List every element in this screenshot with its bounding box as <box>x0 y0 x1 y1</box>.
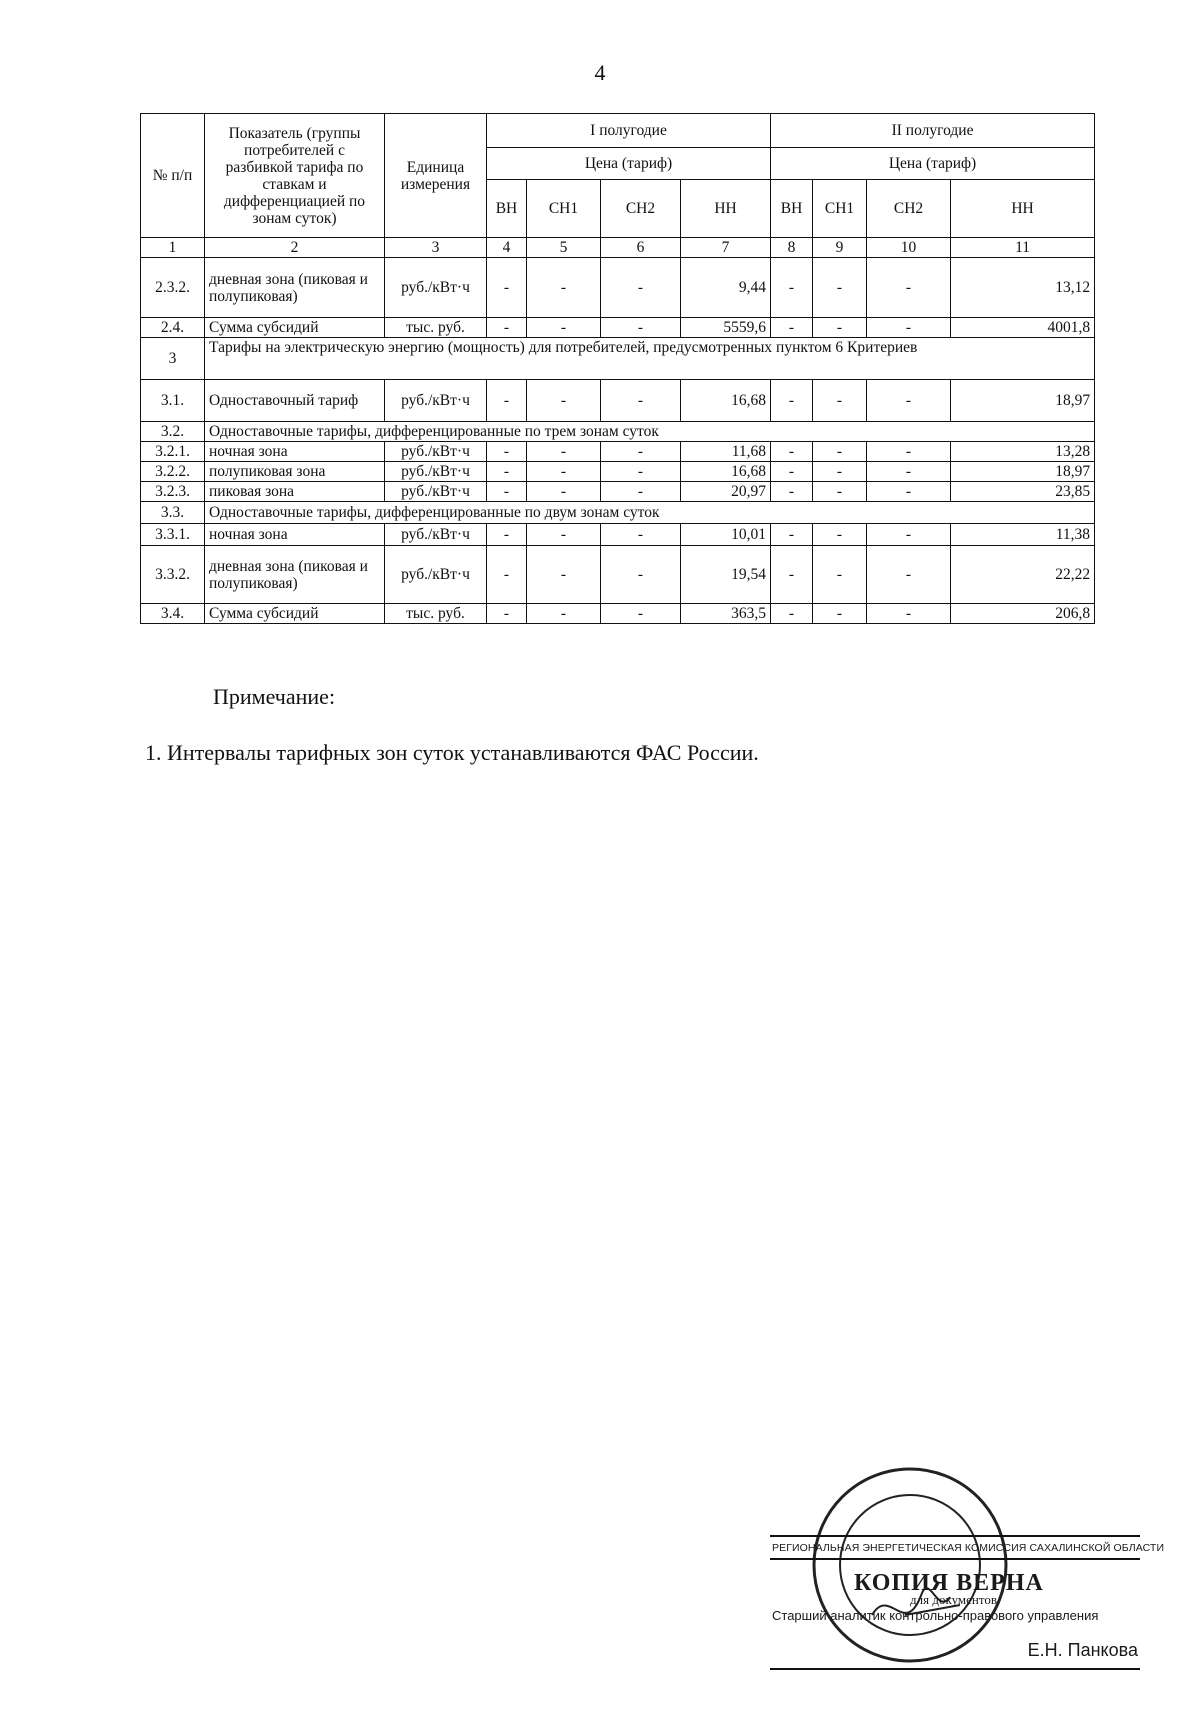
row-name: пиковая зона <box>205 482 385 502</box>
note-title: Примечание: <box>213 684 336 709</box>
cell-value: - <box>601 462 681 482</box>
row-unit: тыс. руб. <box>385 604 487 624</box>
cell-value: 11,38 <box>951 524 1095 546</box>
cell-value: - <box>813 482 867 502</box>
header-unit: Единица измерения <box>385 114 487 238</box>
cell-value: - <box>487 442 527 462</box>
cell-value: - <box>867 604 951 624</box>
cell-value: 206,8 <box>951 604 1095 624</box>
section-title: Тарифы на электрическую энергию (мощность) для потребителей, предусмотренных пунктом 6 Критериев <box>205 338 1095 380</box>
table-row <box>141 318 1095 338</box>
header-level: ВН <box>487 180 527 238</box>
table-row <box>141 482 1095 502</box>
section-title: Одноставочные тарифы, дифференцированные по трем зонам суток <box>205 422 1095 442</box>
section-row <box>141 422 1095 442</box>
header-level: НН <box>681 180 771 238</box>
cell-value: 16,68 <box>681 380 771 422</box>
table-row <box>141 546 1095 604</box>
cell-value: - <box>527 318 601 338</box>
section-title: Одноставочные тарифы, дифференцированные по двум зонам суток <box>205 502 1095 524</box>
cell-value: - <box>601 482 681 502</box>
cell-value: - <box>601 442 681 462</box>
cell-value: 363,5 <box>681 604 771 624</box>
cell-value: - <box>771 318 813 338</box>
row-unit: руб./кВт·ч <box>385 524 487 546</box>
stamp-docs-text: для документов <box>910 1592 998 1607</box>
cell-value: - <box>601 546 681 604</box>
row-num: 3.3.2. <box>141 546 205 604</box>
header-level: НН <box>951 180 1095 238</box>
cell-value: 20,97 <box>681 482 771 502</box>
header-price-2: Цена (тариф) <box>771 148 1095 180</box>
tariff-table <box>140 113 1095 624</box>
cell-value: - <box>601 524 681 546</box>
cell-value: - <box>813 380 867 422</box>
cell-value: - <box>527 546 601 604</box>
col-number: 6 <box>601 238 681 258</box>
cell-value: 16,68 <box>681 462 771 482</box>
col-number: 5 <box>527 238 601 258</box>
col-number: 1 <box>141 238 205 258</box>
stamp-copy-text: КОПИЯ ВЕРНА <box>854 1570 1044 1596</box>
row-unit: руб./кВт·ч <box>385 442 487 462</box>
cell-value: - <box>527 462 601 482</box>
row-unit: руб./кВт·ч <box>385 482 487 502</box>
col-number: 11 <box>951 238 1095 258</box>
cell-value: - <box>487 462 527 482</box>
cell-value: - <box>601 604 681 624</box>
cell-value: - <box>813 258 867 318</box>
cell-value: - <box>867 318 951 338</box>
row-num: 2.4. <box>141 318 205 338</box>
cell-value: 5559,6 <box>681 318 771 338</box>
page-number: 4 <box>594 60 606 85</box>
cell-value: - <box>487 546 527 604</box>
header-indicator: Показатель (группы потребителей с разбивкой тарифа по ставкам и дифференциацией по зонам суток) <box>205 114 385 238</box>
cell-value: 11,68 <box>681 442 771 462</box>
cell-value: - <box>813 442 867 462</box>
cell-value: - <box>601 318 681 338</box>
cell-value: - <box>527 442 601 462</box>
cell-value: - <box>867 462 951 482</box>
header-level: ВН <box>771 180 813 238</box>
col-number: 10 <box>867 238 951 258</box>
row-unit: руб./кВт·ч <box>385 258 487 318</box>
cell-value: 23,85 <box>951 482 1095 502</box>
row-unit: тыс. руб. <box>385 318 487 338</box>
cell-value: - <box>527 482 601 502</box>
row-name: дневная зона (пиковая и полупиковая) <box>205 258 385 318</box>
row-name: Одноставочный тариф <box>205 380 385 422</box>
col-number: 2 <box>205 238 385 258</box>
cell-value: - <box>771 380 813 422</box>
header-price-1: Цена (тариф) <box>487 148 771 180</box>
cell-value: - <box>487 258 527 318</box>
cell-value: - <box>771 462 813 482</box>
header-num: № п/п <box>141 114 205 238</box>
cell-value: - <box>867 442 951 462</box>
table-row <box>141 524 1095 546</box>
cell-value: - <box>813 546 867 604</box>
cell-value: 18,97 <box>951 380 1095 422</box>
row-num: 3.3. <box>141 502 205 524</box>
cell-value: - <box>487 482 527 502</box>
row-num: 3.2.3. <box>141 482 205 502</box>
table-row <box>141 604 1095 624</box>
row-unit: руб./кВт·ч <box>385 380 487 422</box>
header-level: СН1 <box>527 180 601 238</box>
cell-value: - <box>487 524 527 546</box>
cell-value: - <box>527 380 601 422</box>
row-name: Сумма субсидий <box>205 318 385 338</box>
table-row <box>141 442 1095 462</box>
row-num: 3.2.2. <box>141 462 205 482</box>
header-half-1: I полугодие <box>487 114 771 148</box>
cell-value: - <box>813 462 867 482</box>
cell-value: 22,22 <box>951 546 1095 604</box>
cell-value: 19,54 <box>681 546 771 604</box>
col-number: 3 <box>385 238 487 258</box>
stamp-organization: РЕГИОНАЛЬНАЯ ЭНЕРГЕТИЧЕСКАЯ КОМИССИЯ САХАЛИНСКОЙ ОБЛАСТИ <box>772 1542 1165 1554</box>
col-number: 7 <box>681 238 771 258</box>
row-unit: руб./кВт·ч <box>385 546 487 604</box>
stamp-divider <box>770 1558 1140 1560</box>
row-num: 3 <box>141 338 205 380</box>
cell-value: - <box>771 258 813 318</box>
row-num: 3.1. <box>141 380 205 422</box>
cell-value: - <box>867 546 951 604</box>
cell-value: - <box>601 258 681 318</box>
cell-value: - <box>813 318 867 338</box>
cell-value: - <box>487 318 527 338</box>
stamp-divider <box>770 1668 1140 1670</box>
row-num: 3.3.1. <box>141 524 205 546</box>
cell-value: 13,12 <box>951 258 1095 318</box>
row-name: дневная зона (пиковая и полупиковая) <box>205 546 385 604</box>
stamp-divider <box>770 1535 1140 1537</box>
header-half-2: II полугодие <box>771 114 1095 148</box>
row-num: 3.4. <box>141 604 205 624</box>
cell-value: - <box>771 524 813 546</box>
section-row <box>141 338 1095 380</box>
stamp-signatory-name: Е.Н. Панкова <box>1027 1640 1138 1660</box>
certification-stamp <box>770 1480 1165 1680</box>
row-num: 2.3.2. <box>141 258 205 318</box>
row-num: 3.2.1. <box>141 442 205 462</box>
table-row <box>141 462 1095 482</box>
cell-value: 4001,8 <box>951 318 1095 338</box>
header-level: СН2 <box>601 180 681 238</box>
row-name: ночная зона <box>205 524 385 546</box>
row-num: 3.2. <box>141 422 205 442</box>
cell-value: - <box>601 380 681 422</box>
cell-value: - <box>527 524 601 546</box>
cell-value: - <box>771 546 813 604</box>
cell-value: - <box>487 604 527 624</box>
cell-value: 13,28 <box>951 442 1095 462</box>
note-item: 1. Интервалы тарифных зон суток устанавливаются ФАС России. <box>145 740 759 765</box>
col-number: 4 <box>487 238 527 258</box>
cell-value: - <box>867 524 951 546</box>
cell-value: 9,44 <box>681 258 771 318</box>
cell-value: - <box>527 258 601 318</box>
header-level: СН1 <box>813 180 867 238</box>
cell-value: - <box>813 604 867 624</box>
section-row <box>141 502 1095 524</box>
row-name: полупиковая зона <box>205 462 385 482</box>
cell-value: - <box>527 604 601 624</box>
header-level: СН2 <box>867 180 951 238</box>
col-number: 8 <box>771 238 813 258</box>
cell-value: - <box>771 604 813 624</box>
col-number: 9 <box>813 238 867 258</box>
cell-value: - <box>867 482 951 502</box>
cell-value: - <box>813 524 867 546</box>
cell-value: - <box>771 482 813 502</box>
cell-value: - <box>867 258 951 318</box>
row-name: Сумма субсидий <box>205 604 385 624</box>
row-unit: руб./кВт·ч <box>385 462 487 482</box>
cell-value: 18,97 <box>951 462 1095 482</box>
table-row <box>141 258 1095 318</box>
cell-value: - <box>771 442 813 462</box>
row-name: ночная зона <box>205 442 385 462</box>
stamp-position: Старший аналитик контрольно-правового управления <box>772 1608 1099 1623</box>
cell-value: - <box>867 380 951 422</box>
table-row <box>141 380 1095 422</box>
cell-value: - <box>487 380 527 422</box>
cell-value: 10,01 <box>681 524 771 546</box>
